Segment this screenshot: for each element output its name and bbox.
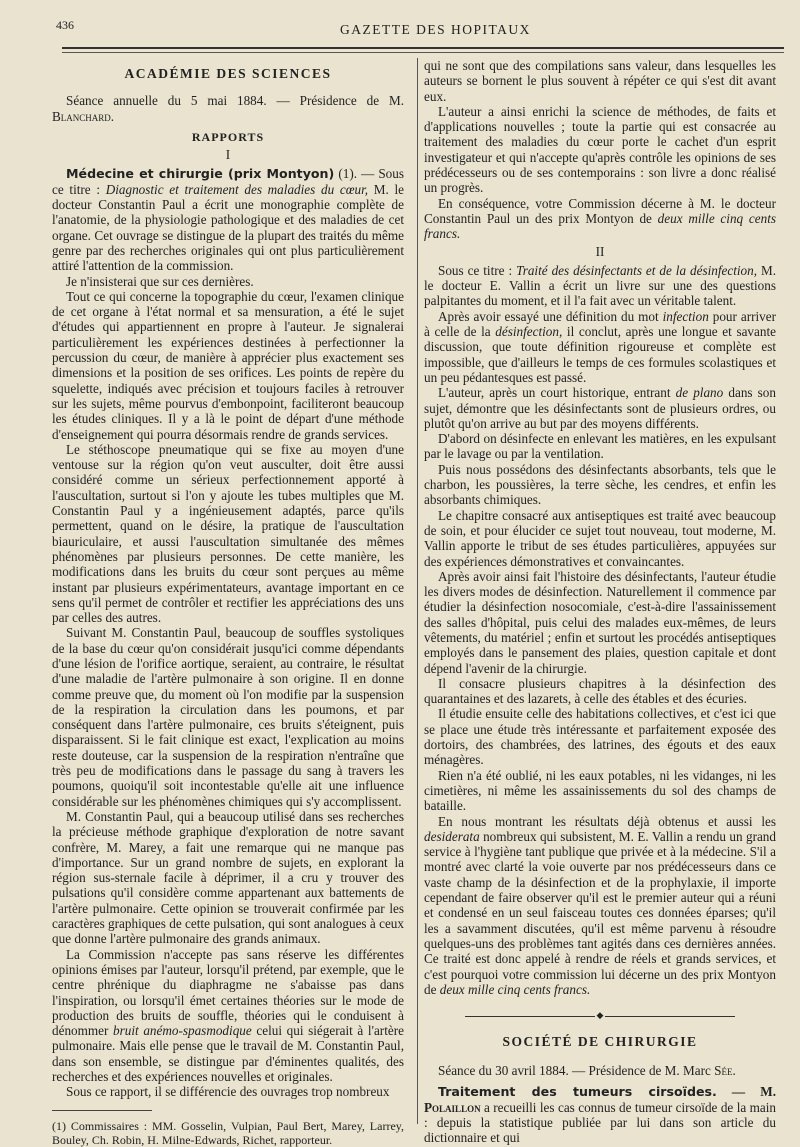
column-separator [417,58,418,1124]
italic-term: desiderata [424,828,480,844]
paragraph-text: La Commission n'accepte pas sans réserve les différentes opinions émises par l'auteur, lorsqu'il prétend, par exemple, que le centre phrénique du diaphragme ne s'abaisse pas dans l'inspiration, ou lorsqu'il émet certaines théories sur le mode de production des bruits de souffle, théories qui le conduisent à dénommer [52,946,404,1039]
paragraph-text: dans son sujet, démontre que les désinfectants sont de plusieurs ordres, ou plutôt qu'on arrive au but par des moyens différents. [424,385,776,431]
author-name: — M. Polaillon [424,1084,777,1115]
footnote: (1) Commissaires : MM. Gosselin, Vulpian, Paul Bert, Marey, Larrey, Bouley, Ch. Robin, H. Milne-Edwards, Richet, rapporteur. [52,1118,404,1147]
paragraph: Je n'insisterai que sur ces dernières. [66,273,254,289]
paragraph-text: M. le docteur Constantin Paul a écrit une monographie complète de l'anatomie, de la physiologie pathologique et des maladies de cet organe. Cet ouvrage se distingue de la plupart des traités du même genre par des recherches originales qui ont plus particulièrement attiré l'attention de la commission. [52,181,404,274]
session-president: Sée. [714,1063,736,1079]
page-number: 436 [56,18,74,32]
paragraph: Suivant M. Constantin Paul, beaucoup de souffles systoliques de la base du cœur qu'on considérait jusqu'ici comme dépendants d'une lésion de l'orifice aortique, seraient, au contraire, le résultat d'une maladie de l'artère pulmonaire à son origine. Il en donne comme preuve que, du moment où l'on modifie par la suspension de la respiration la circulation dans les poumons, et par conséquent dans l'artère pulmonaire, ces bruits s'éteignent, puis disparaissent. Si le fait clinique est exact, l'explication au moins reste douteuse, car la suspension de la respiration n'entraîne que très peu de modifications dans le passage du sang à travers les poumons, quoiqu'il soit incontestable qu'elle ait une influence considérable sur les phénomènes chimiques qui s'y accomplissent. [52,625,404,809]
paragraph: Le stéthoscope pneumatique qui se fixe au moyen d'une ventouse sur la région qu'on veut ausculter, doit être aussi considéré comme un sérieux perfectionnement apporté à l'auscultation, surtout si l'on y ajoute les tubes multiples que M. Constantin Paul y a ingénieusement adaptés, parce qu'ils permettent, quand on le désire, la pratique de l'auscultation biauriculaire, et aussi l'auscultation simultanée des mêmes phénomènes par plusieurs personnes. De cette manière, les modifications dans les bruits du cœur sont perçues au même instant par plusieurs expérimentateurs, avantage important en ce sens qu'il permet de contrôler et rectifier les appréciations des uns par celles des autres. [52,441,404,626]
paragraph: Tout ce qui concerne la topographie du cœur, l'examen clinique de cet organe à l'état normal et sa mensuration, a été le sujet d'études qui appartiennent en propre à l'auteur. Je signalerai particulièrement les expériences destinées à perfectionner la percussion du cœur, de manière à apprécier plus exactement ses dimensions et la position de ses orifices. Les points de repère du squelette, indiqués avec précision et toujours faciles à retrouver sur les sujets, même pourvus d'embonpoint, faciliteront beaucoup les études cliniques. Il y a là le point de départ d'une méthode d'enseignement qui pourra désormais rendre de grands services. [52,288,404,442]
ornament-divider: ◆ [424,1007,776,1024]
paragraph: qui ne sont que des compilations sans valeur, dans lesquelles les auteurs se bornent le plus souvent à répéter ce qui s'est dit avant eux. [424,58,776,104]
roman-numeral-2: II [595,243,605,259]
paragraph: D'abord on désinfecte en enlevant les matières, en les expulsant par le lavage ou par la ventilation. [424,431,776,462]
paragraph-text: L'auteur, après un court historique, entrant [438,385,676,401]
header-rule-thin [62,52,784,53]
paragraph-text: a recueilli les cas connus de tumeur cirsoïde de la main : depuis la statistique publiée par lui dans son article du dictionnaire et qui [424,1099,776,1146]
paragraph-text: il conclut, après une longue et savante discussion, que toute définition rigoureuse et complète est impossible, que d'ailleurs le temps de ces formules scolastiques et un peu pédantesques est passé. [424,324,776,385]
paragraph [424,814,776,998]
paragraph-text: En conséquence, votre Commission décerne à M. le docteur Constantin Paul un des prix Montyon de [424,195,776,226]
paragraph [424,309,776,385]
roman-numeral-1: I [225,147,231,163]
paragraph: Il consacre plusieurs chapitres à la désinfection des quarantaines et des lazarets, à celle des étables et des écuries. [424,675,776,707]
paragraph-text: celui qui siégerait à l'artère pulmonaire. Mais elle pense que le travail de M. Constantin Paul, dans son ensemble, se distingue par d'éminentes qualités, des recherches et des expériences nouvelles et originales. [52,1023,404,1084]
subject-heading: Traitement des tumeurs cirsoïdes. [438,1084,717,1100]
paragraph: Puis nous possédons des désinfectants absorbants, tels que le charbon, les poussières, la terre sèche, les cendres, et enfin les absorbants chimiques. [424,461,776,508]
right-column [424,58,776,1146]
paragraph: Il étudie ensuite celle des habitations collectives, et c'est ici que se place une étude très intéressante et parfaitement exposée des dortoirs, des chambrées, des latrines, des égouts et des eaux ménagères. [424,706,776,768]
paragraph-text: pour arriver à celle de la [424,308,776,340]
page-header [56,18,786,38]
subject-heading: Médecine et chirurgie (prix Montyon) [66,166,335,182]
italic-term: deux mille cinq cents francs. [439,981,591,997]
paragraph: Le chapitre consacré aux antiseptiques est traité avec beaucoup de soin, et pour élucider ce sujet tout nouveau, tout moderne, M. Vallin apporte le tribut de ses études particulières, appuyées sur des expériences démonstratives et convaincantes. [424,507,776,569]
paragraph: M. Constantin Paul, qui a beaucoup utilisé dans ses recherches la précieuse méthode graphique d'exploration de notre savant confrère, M. Marey, a fait une remarque qui ne manque pas d'importance. Sur un grand nombre de sujets, en explorant la région sus-sternale facile à déprimer, il a cru y trouver des pulsations qu'il considère comme appartenant aux battements de l'artère pulmonaire. Cette opinion se trouverait confirmée par les caractères graphiques de cette pulsation, qui sont analogues à ceux que donne l'artère pulmonaire des grands animaux. [52,808,404,947]
section-title-academie: ACADÉMIE DES SCIENCES [124,66,332,81]
paragraph: Sous ce rapport, il se différencie des ouvrages trop nombreux [66,1084,390,1100]
paragraph-text: En nous montrant les résultats déjà obtenus et aussi les [438,813,776,829]
session-text: Séance annuelle du 5 mai 1884. — Présidence de M. [66,93,404,109]
italic-term: deux mille cinq cents francs. [424,210,776,242]
paragraph-text: M. le docteur E. Vallin a écrit un livre sur une des questions palpitantes du moment, et il l'a fait avec un véritable talent. [424,262,777,309]
paragraph: Rien n'a été oublié, ni les eaux potables, ni les vidanges, ni les cimetières, ni même les assainissements du sol des champs de bataille. [424,767,776,814]
paragraph: L'auteur a ainsi enrichi la science de méthodes, de faits et d'applications nouvelles ; toute la partie qui est consacrée au traitement des maladies du cœur porte le cachet d'un esprit investigateur et qui n'accepte qu'après contrôle les opinions de ses prédécesseurs ou de ses contemporains : son livre a donc réalisé un progrès. [424,103,776,196]
paragraph [52,166,404,273]
header-rule-thick [62,47,784,49]
section-title-societe: SOCIÉTÉ DE CHIRURGIE [502,1033,698,1049]
session-line [52,93,404,124]
paragraph [52,947,404,1085]
italic-term: bruit anémo-spasmodique [113,1023,252,1039]
footnote-rule [52,1110,152,1111]
italic-term: de plano [675,385,724,401]
session-line [424,1063,776,1078]
subject-text: (1). — Sous ce titre : [52,166,404,197]
italic-term: désinfection, [495,324,563,340]
paragraph [424,385,776,431]
session-president: Blanchard. [52,108,115,124]
rapports-heading: RAPPORTS [191,129,265,144]
italic-term: infection [662,308,709,324]
paragraph [424,1084,776,1145]
book-title: Traité des désinfectants et de la désinfection, [516,262,758,278]
paragraph-text: Sous ce titre : [438,262,517,278]
book-title: Diagnostic et traitement des maladies du cœur, [105,181,369,197]
paragraph [424,196,776,242]
paragraph-text: nombreux qui subsistent, M. E. Vallin a rendu un grand service à l'hygiène tant publique que privée et à la médecine. S'il a montré avec clarté la voie ouverte par nos prédécesseurs dans ce vaste champ de la désinfection et de la prophylaxie, il importe cependant de faire observer qu'il est le premier auteur qui a réuni et condensé en un seul faisceau toutes ces données éparses; qu'il les a savamment discutées, qu'il est même parvenu à résoudre quelques-uns des problèmes tant agités dans ces dernières années. Ce traité est donc appelé à rendre de réels et grands services, et c'est pourquoi votre commission lui décerne un des prix Montyon de [424,828,776,997]
session-text: Séance du 30 avril 1884. — Présidence de M. Marc [438,1063,711,1079]
paragraph [424,263,776,309]
paragraph: Après avoir ainsi fait l'histoire des désinfectants, l'auteur étudie les divers modes de désinfection. Naturellement il commence par étudier la désinfection nosocomiale, c'est-à-dire l'assainissement des salles d'hôpital, puis celui des malades eux-mêmes, de leurs vêtements, du matériel ; enfin et surtout les procédés antiseptiques employés dans le pansement des plaies, question capitale et dont dépend l'avenir de la chirurgie. [424,568,776,676]
left-column [52,62,404,1147]
paragraph-text: Après avoir essayé une définition du mot [438,308,663,324]
running-title: GAZETTE DES HOPITAUX [340,22,531,37]
